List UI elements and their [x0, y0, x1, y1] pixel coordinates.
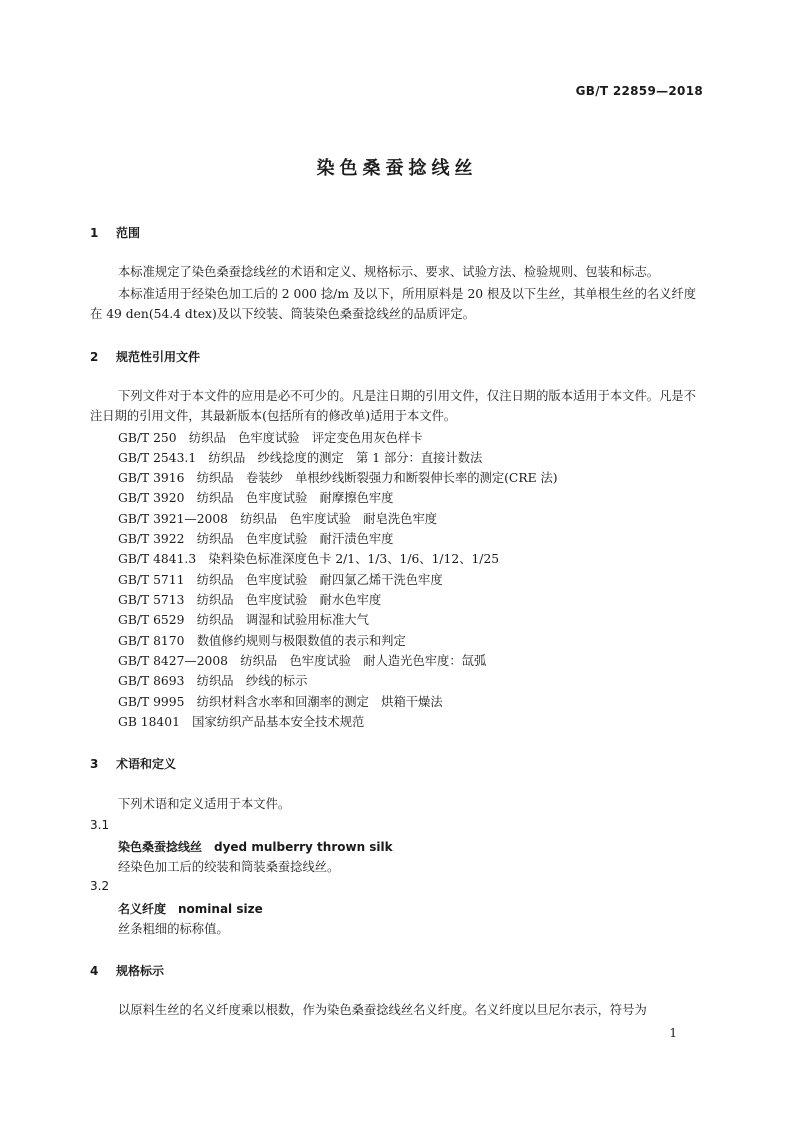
reference-item: GB/T 6529 纺织品 调湿和试验用标准大气 [118, 613, 369, 627]
section-number: 2 [90, 350, 99, 364]
standard-number: GB/T 22859—2018 [575, 84, 703, 98]
section-title: 规范性引用文件 [116, 350, 201, 364]
term-definition: 丝条粗细的标称值。 [118, 922, 229, 936]
clause-number: 3.2 [90, 879, 110, 893]
reference-item: GB/T 9995 纺织材料含水率和回潮率的测定 烘箱干燥法 [118, 695, 443, 709]
section-number: 4 [90, 964, 99, 978]
section-title: 范围 [116, 226, 141, 240]
document-title: 染色桑蚕捻线丝 [316, 158, 478, 179]
term-entry: 染色桑蚕捻线丝 dyed mulberry thrown silk [118, 840, 393, 854]
scope-paragraph-2: 本标准适用于经染色加工后的 2 000 捻/m 及以下，所用原料是 20 根及以下生丝，其单根生丝的名义纤度在 49 den(54.4 dtex)及以下绞装、筒装染色桑蚕捻线丝的品质评定。 [90, 287, 697, 321]
term-entry: 名义纤度 nominal size [118, 902, 263, 916]
reference-item: GB/T 3916 纺织品 卷装纱 单根纱线断裂强力和断裂伸长率的测定(CRE 法) [118, 471, 558, 485]
reference-item: GB/T 4841.3 染料染色标准深度色卡 2/1、1/3、1/6、1/12、1/25 [118, 552, 500, 566]
reference-item: GB/T 8170 数值修约规则与极限数值的表示和判定 [118, 634, 406, 648]
section-title: 术语和定义 [116, 757, 177, 771]
reference-item: GB/T 2543.1 纺织品 纱线捻度的测定 第 1 部分：直接计数法 [118, 451, 483, 465]
section-heading-1 [90, 224, 140, 241]
reference-item: GB/T 5713 纺织品 色牢度试验 耐水色牢度 [118, 593, 382, 607]
reference-item: GB/T 3922 纺织品 色牢度试验 耐汗渍色牢度 [118, 532, 394, 546]
term-definition: 经染色加工后的绞装和筒装桑蚕捻线丝。 [118, 860, 340, 874]
reference-item: GB/T 8427—2008 纺织品 色牢度试验 耐人造光色牢度：氙弧 [118, 654, 487, 668]
section-heading-2 [90, 348, 200, 365]
clause-number: 3.1 [90, 818, 110, 832]
reference-item: GB 18401 国家纺织产品基本安全技术规范 [118, 715, 365, 729]
section-heading-3 [90, 755, 176, 772]
spec-paragraph: 以原料生丝的名义纤度乘以根数，作为染色桑蚕捻线丝名义纤度。名义纤度以旦尼尔表示，符号为 [118, 1003, 647, 1017]
section-heading-4 [90, 962, 164, 979]
reference-item: GB/T 3921—2008 纺织品 色牢度试验 耐皂洗色牢度 [118, 512, 438, 526]
scope-paragraph-1: 本标准规定了染色桑蚕捻线丝的术语和定义、规格标示、要求、试验方法、检验规则、包装和标志。 [118, 265, 660, 279]
reference-item: GB/T 3920 纺织品 色牢度试验 耐摩擦色牢度 [118, 491, 394, 505]
reference-item: GB/T 5711 纺织品 色牢度试验 耐四氯乙烯干洗色牢度 [118, 573, 443, 587]
reference-item: GB/T 8693 纺织品 纱线的标示 [118, 674, 308, 688]
section-title: 规格标示 [116, 964, 165, 978]
reference-item: GB/T 250 纺织品 色牢度试验 评定变色用灰色样卡 [118, 431, 423, 445]
section-number: 3 [90, 757, 99, 771]
page-number: 1 [669, 1026, 677, 1040]
references-intro: 下列文件对于本文件的应用是必不可少的。凡是注日期的引用文件，仅注日期的版本适用于本文件。凡是不注日期的引用文件，其最新版本(包括所有的修改单)适用于本文件。 [90, 389, 696, 423]
terms-intro: 下列术语和定义适用于本文件。 [118, 797, 291, 811]
section-number: 1 [90, 226, 99, 240]
